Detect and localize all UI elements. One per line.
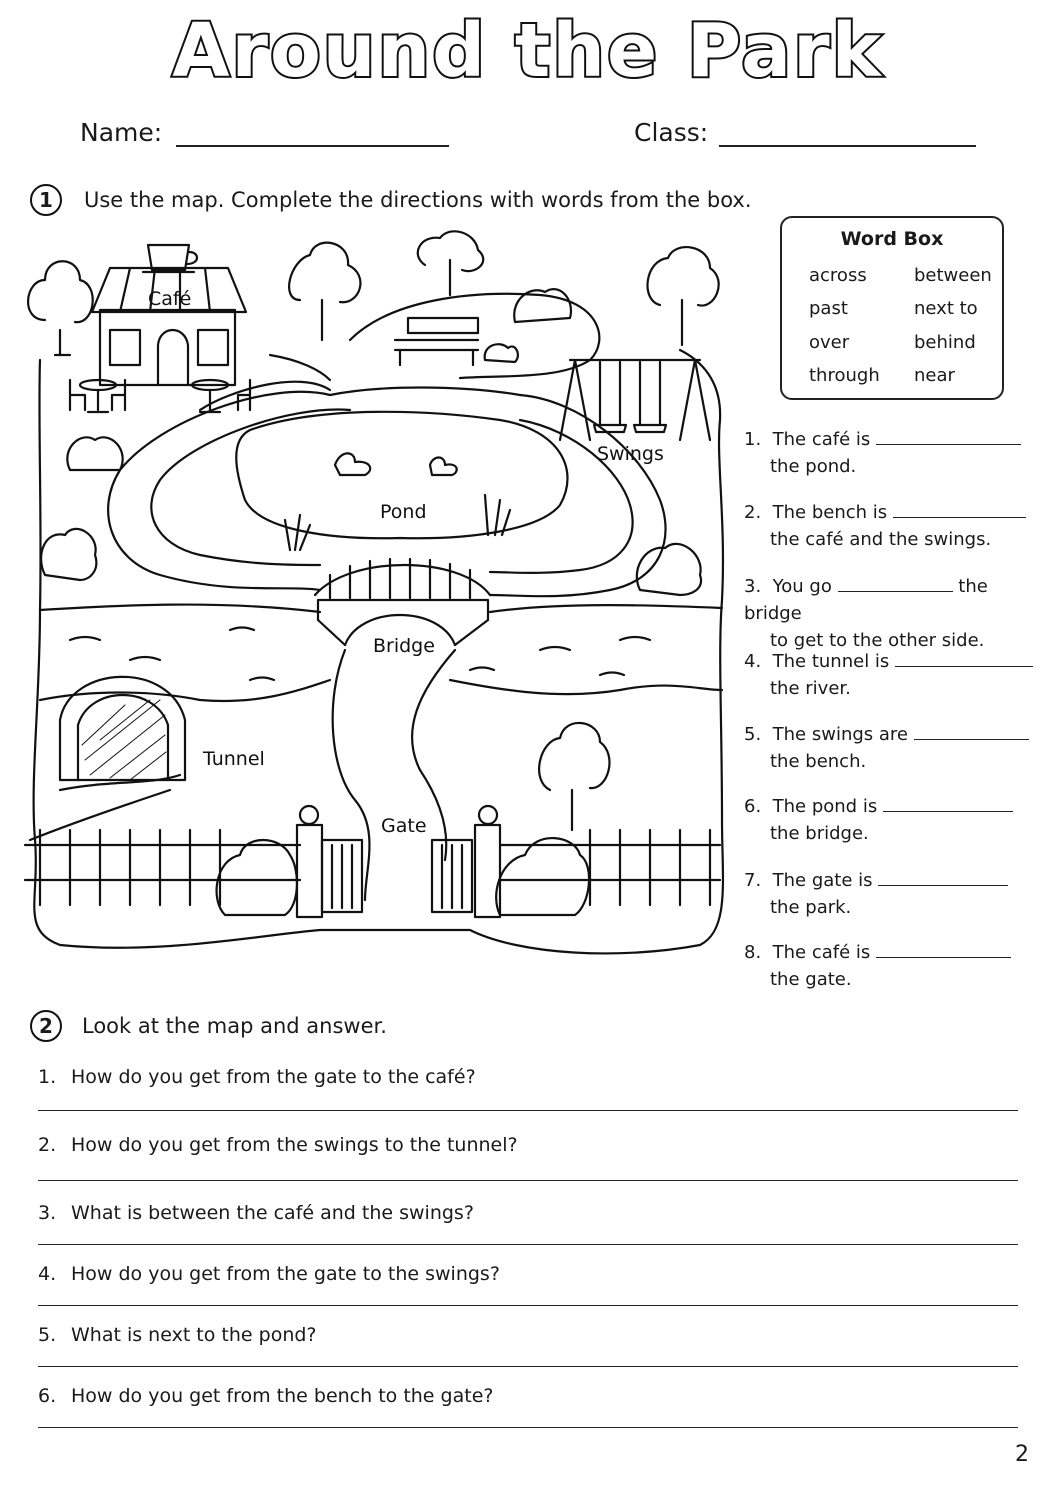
answer-blank[interactable]: [895, 665, 1033, 667]
cafe-building: [100, 310, 235, 385]
question-number: 1.: [744, 429, 762, 450]
question-text: The pond is: [772, 796, 878, 817]
fill-question: [744, 867, 1008, 921]
section-2-number: 2: [30, 1010, 62, 1042]
question-number: 7.: [744, 870, 762, 891]
question-number: 8.: [744, 942, 762, 963]
question-number: 6.: [744, 796, 762, 817]
bridge-label: Bridge: [373, 635, 435, 657]
tree: [289, 243, 360, 340]
answer-blank[interactable]: [878, 884, 1008, 886]
swings-label: Swings: [597, 443, 664, 465]
fill-question: [744, 573, 1034, 654]
question-text: How do you get from the gate to the swings?: [71, 1263, 500, 1285]
park-map: [20, 225, 735, 970]
fill-question: [744, 426, 1021, 480]
class-field[interactable]: [719, 145, 976, 147]
answer-line[interactable]: [38, 1305, 1018, 1306]
page-number: 2: [1015, 1442, 1029, 1467]
question-text: The tunnel is: [772, 651, 890, 672]
question-number: 1.: [38, 1066, 57, 1088]
answer-blank[interactable]: [876, 443, 1021, 445]
name-field[interactable]: [176, 145, 449, 147]
question-text: How do you get from the swings to the tunnel?: [71, 1134, 518, 1156]
question-number: 3.: [38, 1202, 57, 1224]
cafe-label: Café: [148, 288, 192, 310]
section-1-instruction: Use the map. Complete the directions with words from the box.: [84, 188, 752, 212]
section-2-instruction: Look at the map and answer.: [82, 1014, 387, 1038]
word-box-word: between: [914, 265, 992, 286]
question-text: The bench is: [772, 502, 888, 523]
river-bank-top: [40, 605, 320, 612]
question-text: The café is: [772, 429, 871, 450]
river-bank-bottom: [40, 680, 330, 701]
question-text: What is next to the pond?: [71, 1324, 317, 1346]
question-text: the park.: [770, 897, 852, 918]
question-text: the bridge: [744, 576, 988, 624]
class-label: Class:: [634, 118, 709, 147]
answer-blank[interactable]: [876, 956, 1011, 958]
answer-line[interactable]: [38, 1110, 1018, 1111]
question-text: the pond.: [770, 456, 857, 477]
question-text: the café and the swings.: [770, 529, 992, 550]
tree: [648, 247, 719, 345]
question-number: 4.: [38, 1263, 57, 1285]
question-text: How do you get from the bench to the gate?: [71, 1385, 494, 1407]
answer-blank[interactable]: [838, 590, 953, 592]
word-box-word: through: [809, 365, 880, 386]
answer-blank[interactable]: [893, 516, 1026, 518]
answer-line[interactable]: [38, 1244, 1018, 1245]
gate-post-left: [297, 825, 322, 917]
question-number: 2.: [38, 1134, 57, 1156]
word-box: [780, 216, 1004, 400]
word-box-word: near: [914, 365, 955, 386]
question-number: 2.: [744, 502, 762, 523]
question-number: 4.: [744, 651, 762, 672]
question-text: the gate.: [770, 969, 852, 990]
tree: [418, 231, 483, 295]
fill-question: [744, 648, 1033, 702]
name-label: Name:: [80, 118, 163, 147]
answer-line[interactable]: [38, 1427, 1018, 1428]
tree: [28, 261, 93, 355]
fill-question: [744, 793, 1013, 847]
word-box-word: across: [809, 265, 867, 286]
fill-question: [744, 939, 1011, 993]
answer-line[interactable]: [38, 1180, 1018, 1181]
question-text: What is between the café and the swings?: [71, 1202, 474, 1224]
page-title: Around the Park: [172, 8, 883, 94]
bench-icon: [395, 318, 478, 365]
word-box-word: next to: [914, 298, 978, 319]
question-number: 3.: [744, 576, 762, 597]
tree: [539, 723, 609, 830]
word-box-title: Word Box: [840, 228, 944, 250]
question-text: the bench.: [770, 751, 867, 772]
section-1-number: 1: [30, 184, 62, 216]
question-number: 6.: [38, 1385, 57, 1407]
question-text: the bridge.: [770, 823, 869, 844]
word-box-word: over: [809, 332, 850, 353]
gate-door-right: [432, 840, 472, 912]
question-text: You go: [772, 576, 832, 597]
gate-label: Gate: [381, 815, 427, 837]
question-text: How do you get from the gate to the café?: [71, 1066, 476, 1088]
fill-question: [744, 721, 1029, 775]
answer-blank[interactable]: [883, 810, 1013, 812]
question-text: to get to the other side.: [770, 630, 985, 651]
word-box-word: behind: [914, 332, 976, 353]
answer-blank[interactable]: [914, 738, 1029, 740]
answer-line[interactable]: [38, 1366, 1018, 1367]
question-number: 5.: [38, 1324, 57, 1346]
question-text: The café is: [772, 942, 871, 963]
question-number: 5.: [744, 724, 762, 745]
tunnel-label: Tunnel: [203, 748, 265, 770]
question-text: The swings are: [772, 724, 908, 745]
question-text: The gate is: [772, 870, 873, 891]
bridge-arch: [315, 565, 490, 595]
gate-door-left: [322, 840, 362, 912]
fill-question: [744, 499, 1026, 553]
word-box-word: past: [809, 298, 848, 319]
pond-label: Pond: [380, 501, 427, 523]
question-text: the river.: [770, 678, 851, 699]
